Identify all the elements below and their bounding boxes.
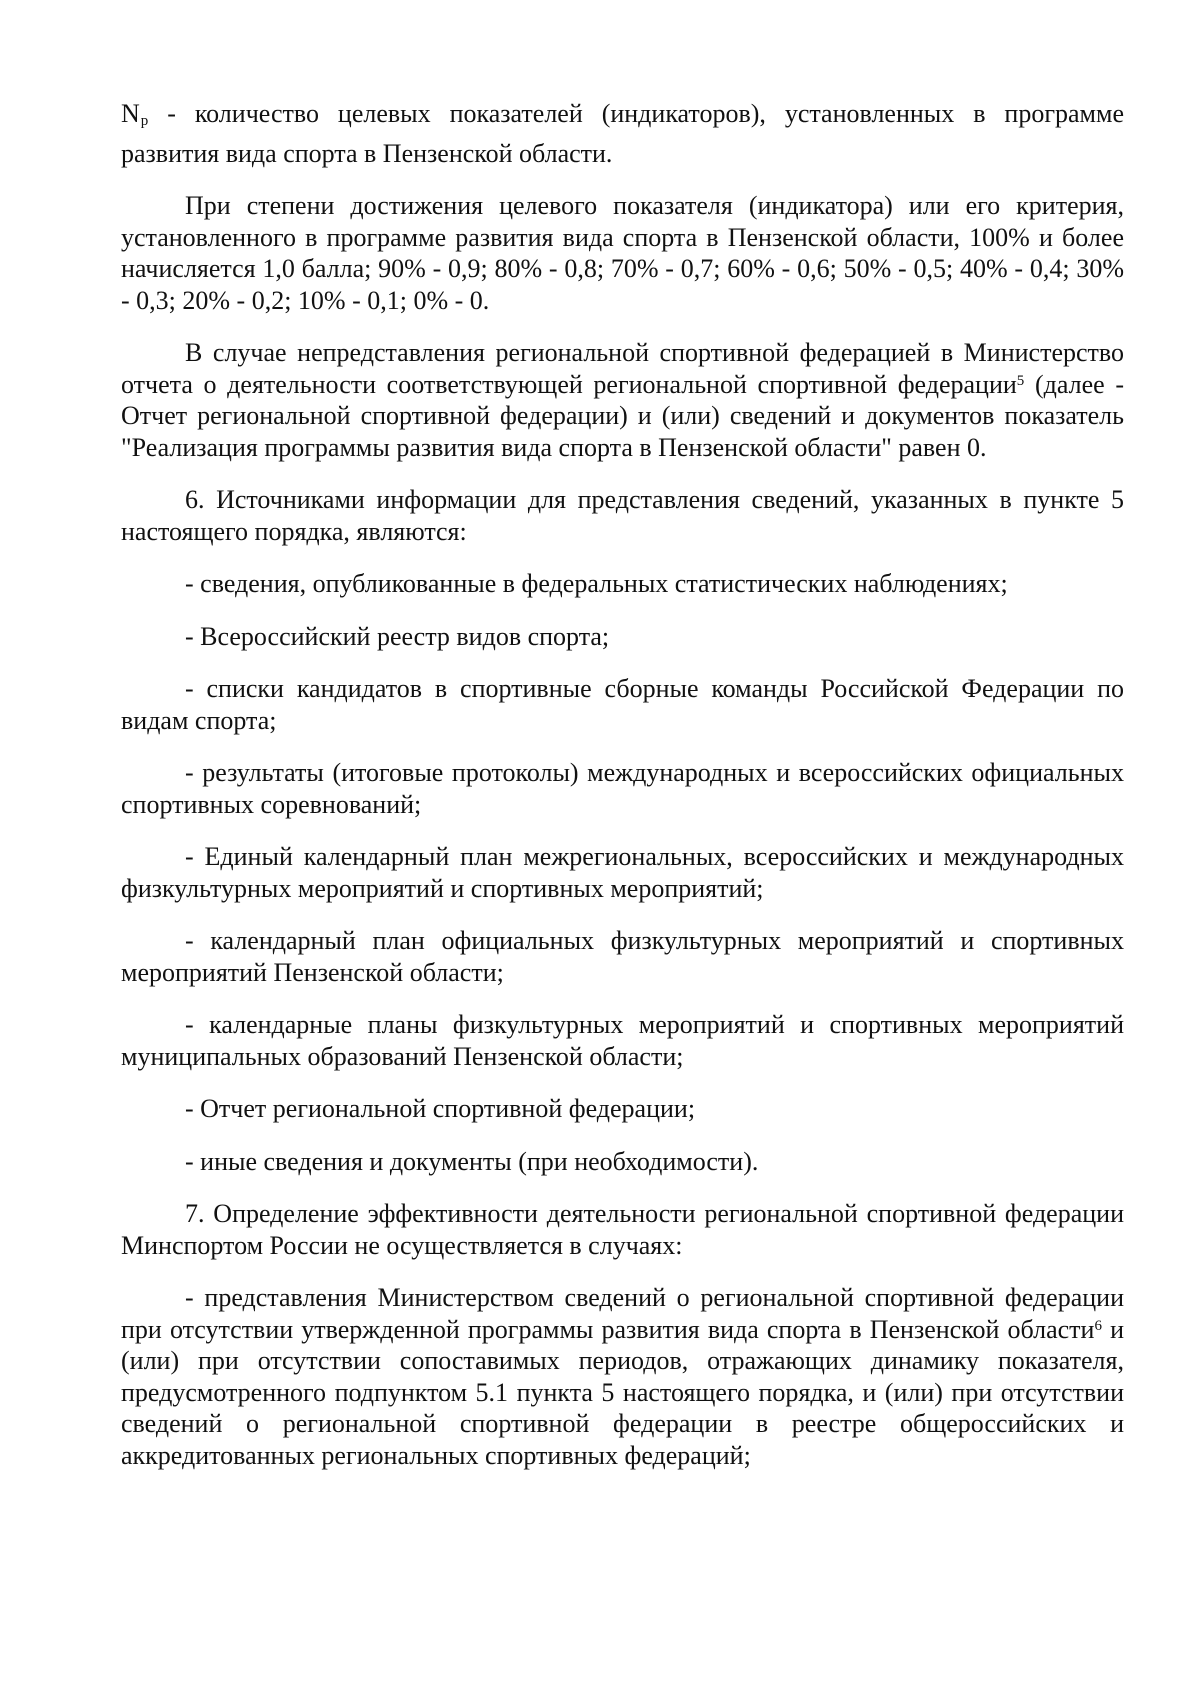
exception-text-a: - представления Министерством сведений о региональной спортивной федерации при отсутствии утвержденной программы развития вида спорта в Пензенской области bbox=[121, 1283, 1124, 1344]
list-item: - Единый календарный план межрегиональных, всероссийских и международных физкультурных мероприятий и спортивных мероприятий; bbox=[121, 842, 1124, 903]
footnote-ref-5: 5 bbox=[1016, 372, 1025, 389]
paragraph-item-6: 6. Источниками информации для представления сведений, указанных в пункте 5 настоящего порядка, являются: bbox=[121, 485, 1124, 546]
list-item: - сведения, опубликованные в федеральных статистических наблюдениях; bbox=[185, 569, 1008, 598]
footnote-ref-6: 6 bbox=[1094, 1317, 1102, 1334]
list-item: - календарные планы физкультурных мероприятий и спортивных мероприятий муниципальных образований Пензенской области; bbox=[121, 1010, 1124, 1071]
non-submission-text-b: (далее - Отчет региональной спортивной федерации) и (или) сведений и документов показатель "Реализация программы развития вида спорта в Пензенской области" равен 0. bbox=[121, 369, 1124, 462]
paragraph-np-definition bbox=[121, 98, 1124, 169]
paragraph-item-7: 7. Определение эффективности деятельности региональной спортивной федерации Минспортом России не осуществляется в случаях: bbox=[121, 1199, 1124, 1260]
list-item: - Отчет региональной спортивной федерации; bbox=[185, 1094, 696, 1123]
paragraph-exception bbox=[121, 1282, 1124, 1471]
exception-text-b: и (или) при отсутствии сопоставимых периодов, отражающих динамику показателя, предусмотренного подпунктом 5.1 пункта 5 настоящего порядка, и (или) при отсутствии сведений о региональной спортивной федерации в реестре общероссийских и аккредитованных региональных спортивных федераций; bbox=[121, 1314, 1124, 1470]
non-submission-text-a: В случае непредставления региональной спортивной федерацией в Министерство отчета о деятельности соответствующей региональной спортивной федерации bbox=[121, 338, 1124, 399]
paragraph-scoring: При степени достижения целевого показателя (индикатора) или его критерия, установленного в программе развития вида спорта в Пензенской области, 100% и более начисляется 1,0 балла; 90% - 0,9; 80% - 0,8; 70% - 0,7; 60% - 0,6; 50% - 0,5; 40% - 0,4; 30% - 0,3; 20% - 0,2; 10% - 0,1; 0% - 0. bbox=[121, 191, 1124, 315]
paragraph-non-submission bbox=[121, 337, 1124, 463]
symbol-subscript: р bbox=[140, 113, 149, 129]
np-definition-text: - количество целевых показателей (индикаторов), установленных в программе развития вида спорта в Пензенской области. bbox=[121, 99, 1124, 168]
list-item: - результаты (итоговые протоколы) международных и всероссийских официальных спортивных соревнований; bbox=[121, 758, 1124, 819]
list-item: - иные сведения и документы (при необходимости). bbox=[185, 1146, 759, 1176]
list-item: - календарный план официальных физкультурных мероприятий и спортивных мероприятий Пензенской области; bbox=[121, 926, 1124, 987]
list-item: - списки кандидатов в спортивные сборные команды Российской Федерации по видам спорта; bbox=[121, 674, 1124, 735]
symbol-n: N bbox=[121, 99, 141, 128]
list-item: - Всероссийский реестр видов спорта; bbox=[185, 621, 610, 651]
